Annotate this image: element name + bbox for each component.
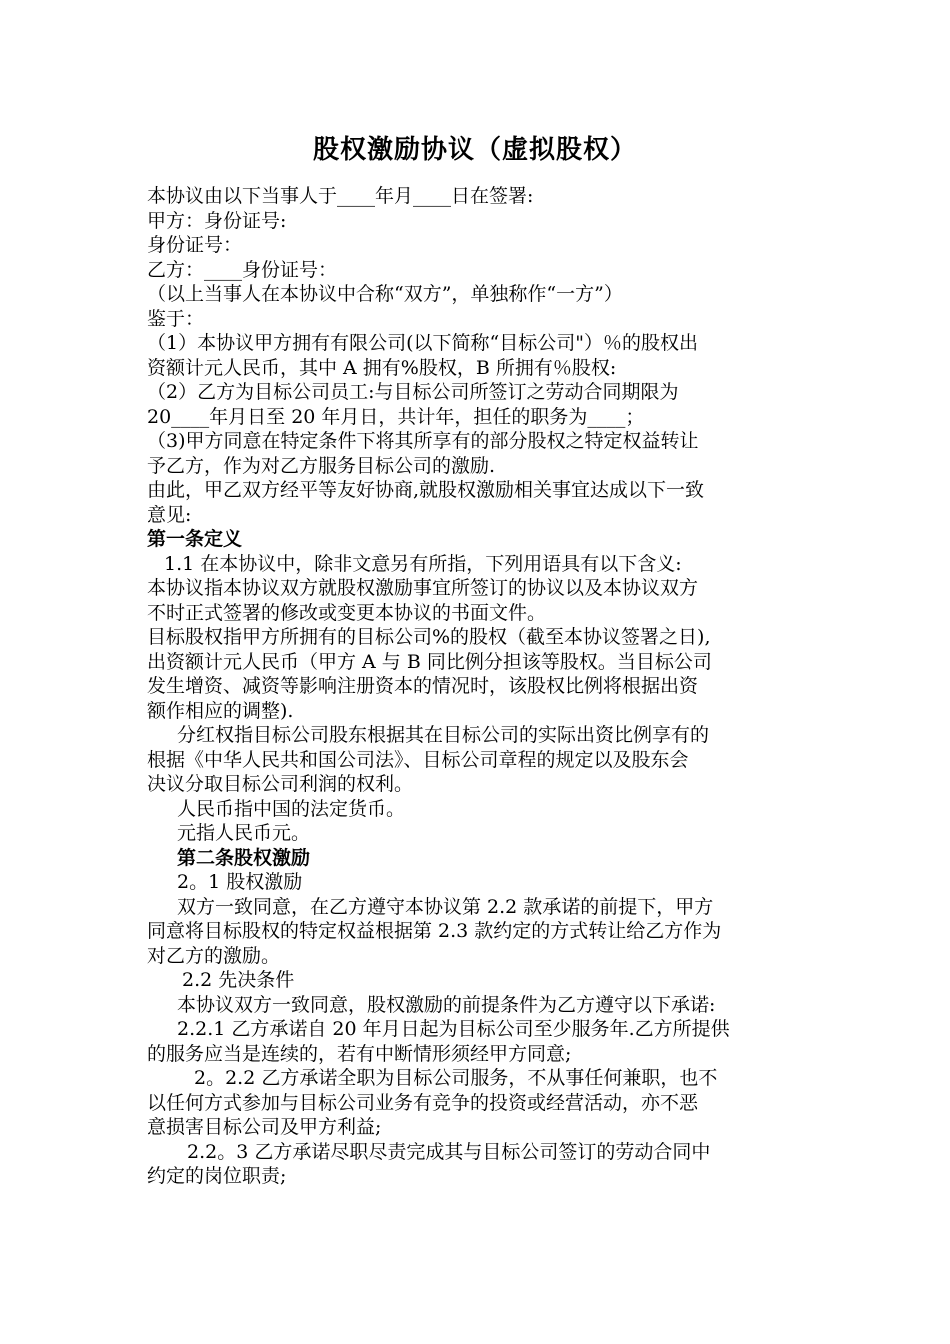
paragraph: 同意将目标股权的特定权益根据第 2.3 款约定的方式转让给乙方作为 — [147, 920, 722, 942]
section-heading: 第一条定义 — [147, 528, 243, 550]
document-title: 股权激励协议（虚拟股权） — [312, 135, 637, 165]
section-heading: 第二条股权激励 — [177, 846, 311, 869]
paragraph: 的服务应当是连续的，若有中断情形须经甲方同意; — [147, 1042, 572, 1065]
paragraph: 双方一致同意，在乙方遵守本协议第 2.2 款承诺的前提下，甲方 — [177, 895, 714, 918]
paragraph: 元指人民币元。 — [177, 822, 311, 844]
paragraph: 由此，甲乙双方经平等友好协商,就股权激励相关事宜达成以下一致 — [147, 479, 705, 501]
paragraph: 意见: — [147, 503, 192, 526]
clause: 2.2.1 乙方承诺自 20 年月日起为目标公司至少服务年.乙方所提供 — [177, 1018, 730, 1040]
paragraph: （2）乙方为目标公司员工:与目标公司所签订之劳动合同期限为 — [147, 381, 679, 403]
paragraph: 本协议双方一致同意，股权激励的前提条件为乙方遵守以下承诺: — [177, 993, 716, 1016]
paragraph: 乙方：____身份证号： — [147, 258, 338, 281]
paragraph: 出资额计元人民币（甲方 A 与 B 同比例分担该等股权。当目标公司 — [147, 650, 712, 673]
paragraph: 目标股权指甲方所拥有的目标公司%的股权（截至本协议签署之日), — [147, 626, 711, 648]
paragraph: 分红权指目标公司股东根据其在目标公司的实际出资比例享有的 — [177, 724, 710, 746]
paragraph: 约定的岗位职责; — [147, 1165, 287, 1187]
paragraph: 身份证号： — [147, 234, 243, 256]
paragraph: 资额计元人民币，其中 A 拥有%股权，B 所拥有％股权: — [147, 356, 617, 379]
paragraph: 根据《中华人民共和国公司法》、目标公司章程的规定以及股东会 — [147, 748, 689, 771]
paragraph: 不时正式签署的修改或变更本协议的书面文件。 — [147, 601, 547, 624]
paragraph: 以任何方式参加与目标公司业务有竞争的投资或经营活动，亦不恶 — [147, 1091, 699, 1114]
clause: 2.2 先决条件 — [182, 969, 295, 991]
paragraph: 甲方：身份证号: — [147, 209, 287, 232]
paragraph: 额作相应的调整). — [147, 699, 294, 722]
clause: 2。1 股权激励 — [177, 871, 303, 893]
clause: 1.1 在本协议中，除非文意另有所指，下列用语具有以下含义: — [164, 552, 682, 575]
paragraph: 人民币指中国的法定货币。 — [177, 797, 406, 820]
paragraph: 决议分取目标公司利润的权利。 — [147, 773, 414, 795]
paragraph: 本协议由以下当事人于____年月____日在签署: — [147, 185, 534, 207]
paragraph: 意损害目标公司及甲方利益; — [147, 1116, 382, 1138]
paragraph: 本协议指本协议双方就股权激励事宜所签订的协议以及本协议双方 — [147, 577, 699, 599]
paragraph: （以上当事人在本协议中合称“双方”，单独称作“一方”） — [147, 283, 623, 305]
clause: 2。2.2 乙方承诺全职为目标公司服务，不从事任何兼职，也不 — [194, 1067, 718, 1089]
clause: 2.2。3 乙方承诺尽职尽责完成其与目标公司签订的劳动合同中 — [187, 1140, 711, 1163]
paragraph: 对乙方的激励。 — [147, 944, 281, 967]
document-body — [147, 184, 812, 1189]
paragraph: （1）本协议甲方拥有有限公司(以下简称“目标公司"）％的股权出 — [147, 332, 698, 354]
paragraph: （3)甲方同意在特定条件下将其所享有的部分股权之特定权益转让 — [147, 430, 699, 452]
paragraph: 鉴于： — [147, 307, 205, 330]
paragraph: 20____年月日至 20 年月日，共计年，担任的职务为____； — [147, 405, 645, 428]
paragraph: 发生增资、减资等影响注册资本的情况时，该股权比例将根据出资 — [147, 675, 699, 697]
paragraph: 予乙方，作为对乙方服务目标公司的激励. — [147, 454, 496, 477]
